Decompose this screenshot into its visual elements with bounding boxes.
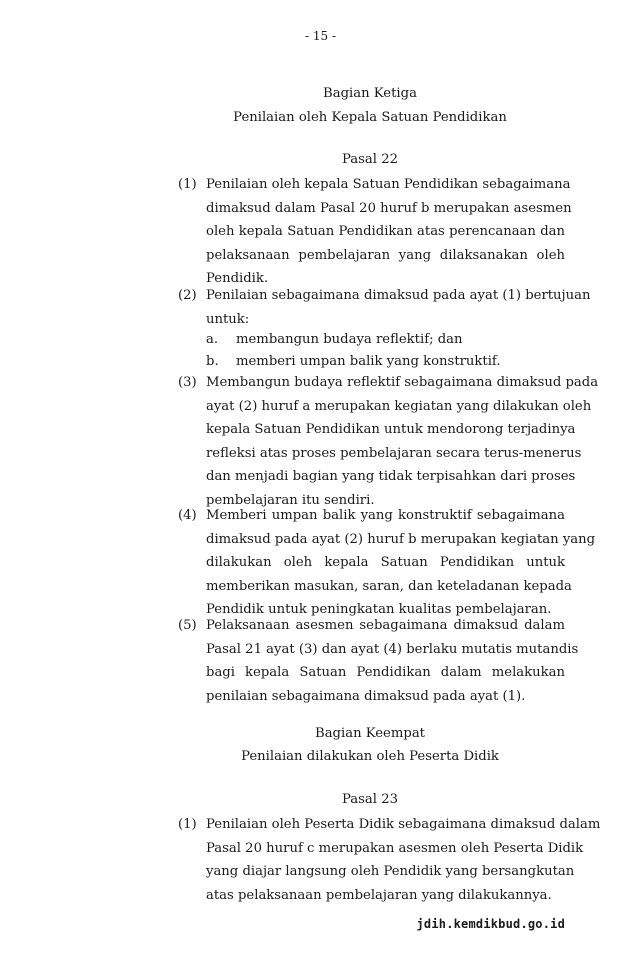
section-heading-bagian-keempat: Bagian Keempat (315, 726, 425, 741)
text-line: Membangun budaya reflektif sebagaimana dimaksud pada (206, 375, 599, 390)
text-line: Penilaian oleh Peserta Didik sebagaimana dimaksud dalam (206, 817, 601, 832)
list-text: memberi umpan balik yang konstruktif. (236, 354, 501, 369)
text-line: dimaksud pada ayat (2) huruf b merupakan kegiatan yang (206, 531, 596, 547)
text-line: dimaksud dalam Pasal 20 huruf b merupakan asesmen (206, 200, 572, 216)
text-line: memberikan masukan, saran, dan keteladanan kepada (206, 578, 572, 594)
section-subheading-bagian-keempat: Penilaian dilakukan oleh Peserta Didik (241, 749, 499, 764)
text-line: Pendidik untuk peningkatan kualitas pembelajaran. (206, 602, 552, 618)
paragraph-number: (1) (178, 817, 197, 832)
article-title-pasal-23: Pasal 23 (342, 792, 398, 807)
text-line: dilakukan oleh kepala Satuan Pendidikan untuk (206, 555, 565, 571)
text-line: ayat (2) huruf a merupakan kegiatan yang dilakukan oleh (206, 398, 592, 414)
text-line: Penilaian oleh kepala Satuan Pendidikan sebagaimana (206, 177, 571, 192)
text-line: kepala Satuan Pendidikan untuk mendorong terjadinya (206, 422, 576, 438)
article-title-pasal-22: Pasal 22 (342, 152, 398, 167)
text-line: dan menjadi bagian yang tidak terpisahkan dari proses (206, 469, 576, 485)
page-number: - 15 - (304, 29, 336, 43)
text-line: pembelajaran itu sendiri. (206, 492, 375, 508)
list-label: b. (206, 354, 219, 369)
text-line: oleh kepala Satuan Pendidikan atas perencanaan dan (206, 224, 565, 240)
paragraph-number: (5) (178, 618, 197, 633)
section-heading-bagian-ketiga: Bagian Ketiga (323, 86, 417, 101)
text-line: penilaian sebagaimana dimaksud pada ayat (1). (206, 688, 526, 704)
text-line: Pasal 21 ayat (3) dan ayat (4) berlaku mutatis mutandis (206, 641, 579, 657)
list-text: membangun budaya reflektif; dan (236, 332, 463, 347)
text-line: bagi kepala Satuan Pendidikan dalam melakukan (206, 665, 565, 681)
list-label: a. (206, 332, 219, 347)
text-line: Pelaksanaan asesmen sebagaimana dimaksud dalam (206, 618, 565, 633)
paragraph-number: (4) (178, 508, 197, 523)
footer-site-url: jdih.kemdikbud.go.id (416, 917, 565, 931)
section-subheading-bagian-ketiga: Penilaian oleh Kepala Satuan Pendidikan (233, 110, 507, 125)
text-line: untuk: (206, 311, 250, 327)
text-line: Pasal 20 huruf c merupakan asesmen oleh Peserta Didik (206, 840, 584, 856)
text-line: atas pelaksanaan pembelajaran yang dilakukannya. (206, 887, 552, 903)
text-line: pelaksanaan pembelajaran yang dilaksanakan oleh (206, 247, 565, 263)
text-line: Penilaian sebagaimana dimaksud pada ayat (1) bertujuan (206, 288, 591, 303)
paragraph-number: (1) (178, 177, 197, 192)
text-line: yang diajar langsung oleh Pendidik yang bersangkutan (206, 864, 575, 880)
paragraph-number: (3) (178, 375, 197, 390)
text-line: refleksi atas proses pembelajaran secara terus-menerus (206, 445, 582, 461)
paragraph-number: (2) (178, 288, 197, 303)
text-line: Pendidik. (206, 271, 269, 287)
text-line: Memberi umpan balik yang konstruktif sebagaimana (206, 508, 565, 523)
